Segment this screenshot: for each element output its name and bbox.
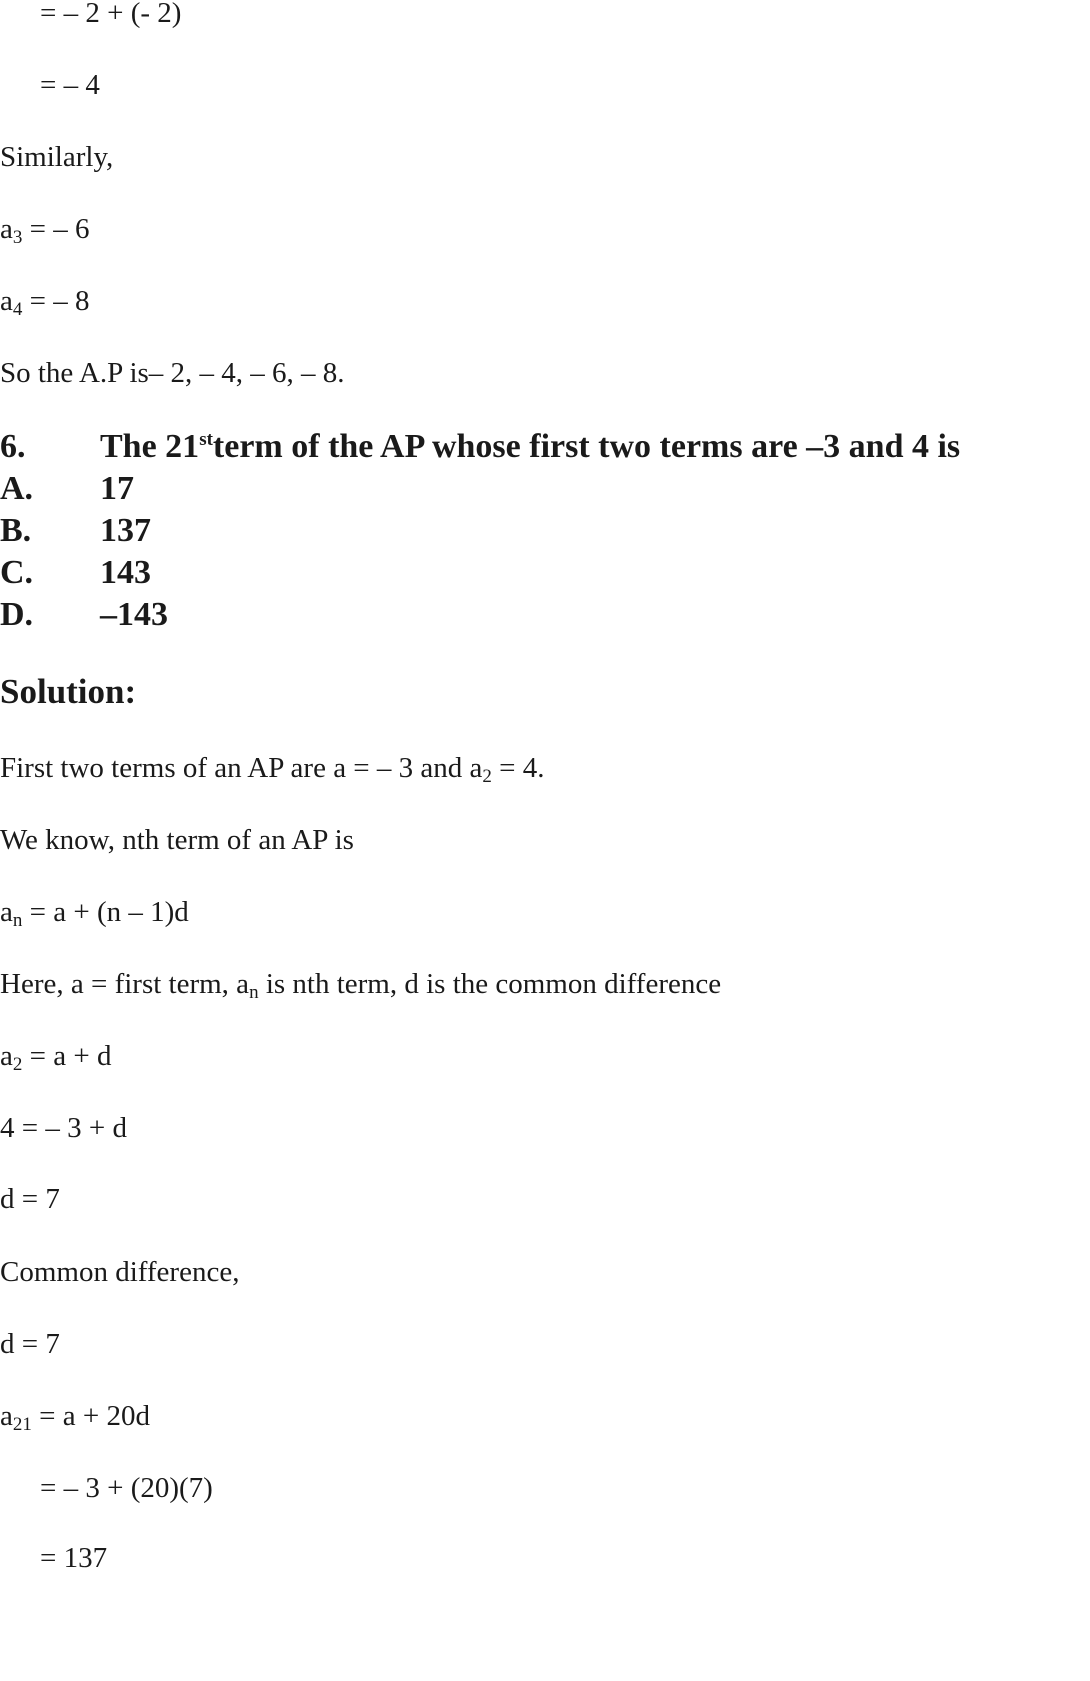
question-text-start: The 21: [100, 428, 200, 465]
solution-line-d-value: d = 7: [0, 1183, 60, 1215]
prev-step-1: = – 2 + (- 2): [40, 0, 182, 29]
solution-line-answer: = 137: [40, 1542, 108, 1574]
option-label: D.: [0, 596, 34, 633]
a2-subscript: 2: [12, 1054, 23, 1075]
solution-line-common-difference: Common difference,: [0, 1256, 240, 1288]
an-symbol: a: [0, 896, 13, 928]
question-number: 6.: [0, 428, 26, 465]
solution-line-definitions: [0, 967, 721, 1001]
an-formula: = a + (n – 1)d: [22, 896, 189, 928]
option-label: A.: [0, 470, 34, 507]
option-label: C.: [0, 554, 34, 591]
solution-line-d-value-2: d = 7: [0, 1328, 60, 1360]
option-b: [0, 511, 151, 551]
a2-symbol: a: [0, 1040, 13, 1072]
solution-line-a21: [0, 1399, 150, 1433]
solution-line-substitution: 4 = – 3 + d: [0, 1112, 127, 1144]
first-terms-text: First two terms of an AP are a = – 3 and a: [0, 752, 483, 784]
option-d: [0, 595, 168, 635]
definitions-start: Here, a = first term, a: [0, 968, 250, 1000]
a21-formula: = a + 20d: [31, 1400, 150, 1432]
prev-step-2: = – 4: [40, 69, 100, 101]
solution-line-first-terms: [0, 751, 545, 785]
similarly-text: Similarly,: [0, 141, 114, 173]
a21-subscript: 21: [12, 1414, 32, 1435]
an-subscript: n: [12, 910, 23, 931]
question-row: [0, 427, 960, 467]
solution-line-nth-term-intro: We know, nth term of an AP is: [0, 824, 354, 856]
a3-value: = – 6: [22, 213, 90, 245]
option-value: 143: [100, 554, 151, 591]
option-value: –143: [100, 596, 168, 633]
option-label: B.: [0, 512, 32, 549]
definitions-end: is nth term, d is the common difference: [258, 968, 722, 1000]
first-terms-subscript: 2: [482, 766, 492, 787]
solution-line-a2: [0, 1039, 111, 1073]
question-text-end: term of the AP whose first two terms are –3 and 4 is: [212, 428, 961, 465]
a4-equation: [0, 284, 89, 318]
solution-heading: Solution:: [0, 672, 137, 711]
a4-subscript: 4: [12, 299, 23, 320]
a21-symbol: a: [0, 1400, 13, 1432]
option-c: [0, 553, 151, 593]
a4-value: = – 8: [22, 285, 90, 317]
option-a: [0, 469, 134, 509]
definitions-subscript: n: [249, 982, 259, 1003]
first-terms-value: = 4.: [491, 752, 545, 784]
option-value: 137: [100, 512, 151, 549]
a3-equation: [0, 212, 89, 246]
ap-conclusion: So the A.P is– 2, – 4, – 6, – 8.: [0, 357, 345, 389]
question-text: [100, 427, 960, 467]
solution-line-a21-substitution: = – 3 + (20)(7): [40, 1472, 213, 1504]
option-value: 17: [100, 470, 134, 507]
a3-symbol: a: [0, 213, 13, 245]
a4-symbol: a: [0, 285, 13, 317]
solution-line-nth-term-formula: [0, 895, 189, 929]
a2-formula: = a + d: [22, 1040, 112, 1072]
a3-subscript: 3: [12, 227, 23, 248]
question-text-superscript: st: [199, 429, 213, 450]
